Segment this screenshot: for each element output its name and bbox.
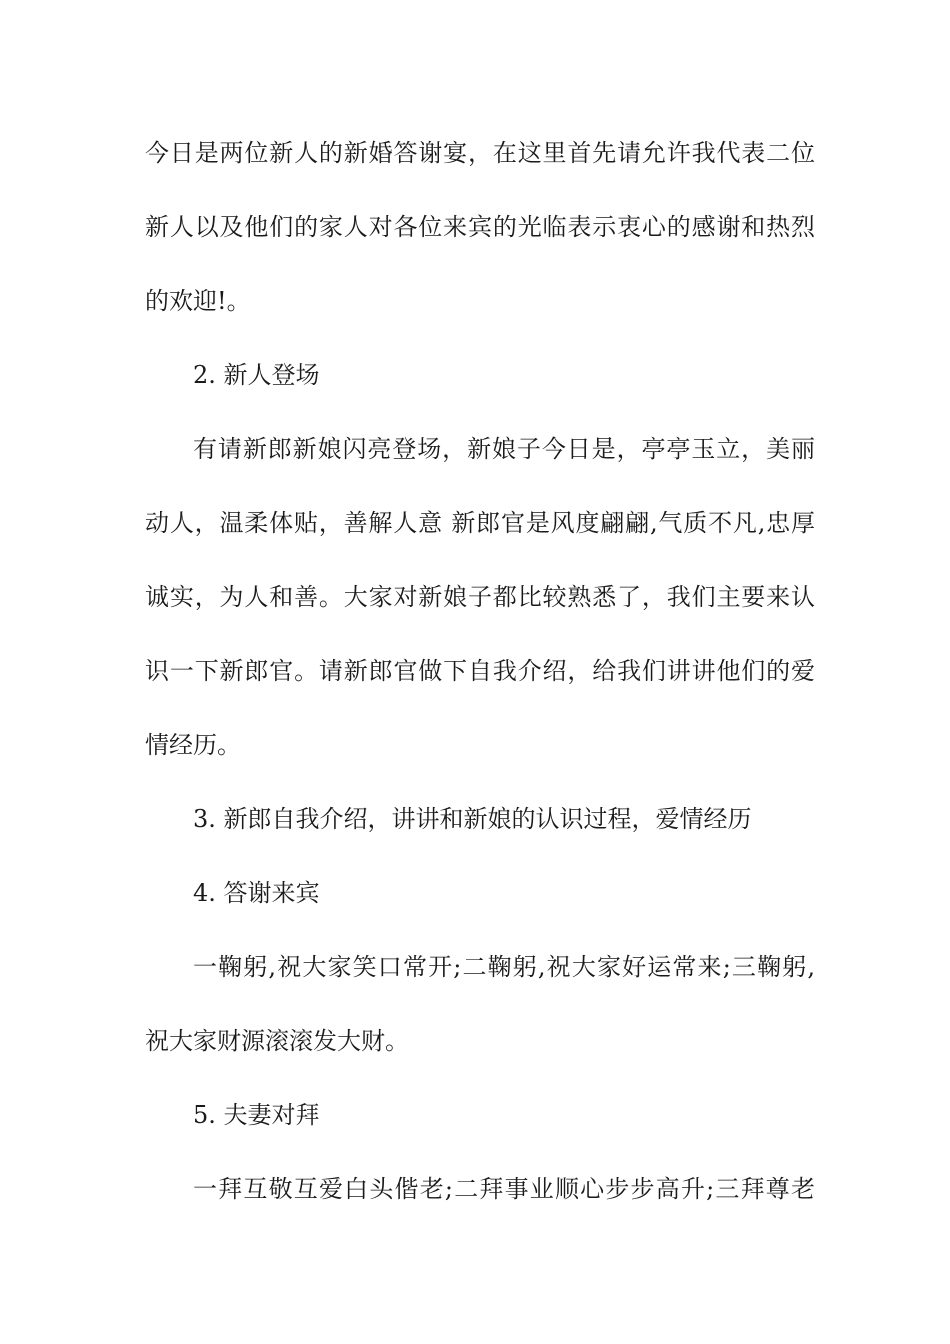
section-heading: 5. 夫妻对拜 [193, 1101, 320, 1129]
paragraph-line: 今日是两位新人的新婚答谢宴，在这里首先请允许我代表二位 [145, 139, 815, 167]
section-heading: 2. 新人登场 [193, 361, 320, 389]
paragraph-line: 动人，温柔体贴，善解人意 新郎官是风度翩翩,气质不凡,忠厚 [145, 509, 815, 537]
paragraph-line: 一鞠躬,祝大家笑口常开;二鞠躬,祝大家好运常来;三鞠躬, [193, 953, 815, 981]
paragraph-line: 祝大家财源滚滚发大财。 [145, 1027, 409, 1055]
paragraph-line: 识一下新郎官。请新郎官做下自我介绍，给我们讲讲他们的爱 [145, 657, 815, 685]
paragraph-line: 诚实，为人和善。大家对新娘子都比较熟悉了，我们主要来认 [145, 583, 815, 611]
paragraph-line: 一拜互敬互爱白头偕老;二拜事业顺心步步高升;三拜尊老 [193, 1175, 815, 1203]
paragraph-line: 有请新郎新娘闪亮登场，新娘子今日是，亭亭玉立，美丽 [193, 435, 815, 463]
paragraph-line: 情经历。 [145, 731, 241, 759]
section-heading: 3. 新郎自我介绍，讲讲和新娘的认识过程，爱情经历 [193, 805, 752, 833]
paragraph-line: 的欢迎!。 [145, 287, 251, 315]
section-heading: 4. 答谢来宾 [193, 879, 320, 907]
paragraph-line: 新人以及他们的家人对各位来宾的光临表示衷心的感谢和热烈 [145, 213, 815, 241]
